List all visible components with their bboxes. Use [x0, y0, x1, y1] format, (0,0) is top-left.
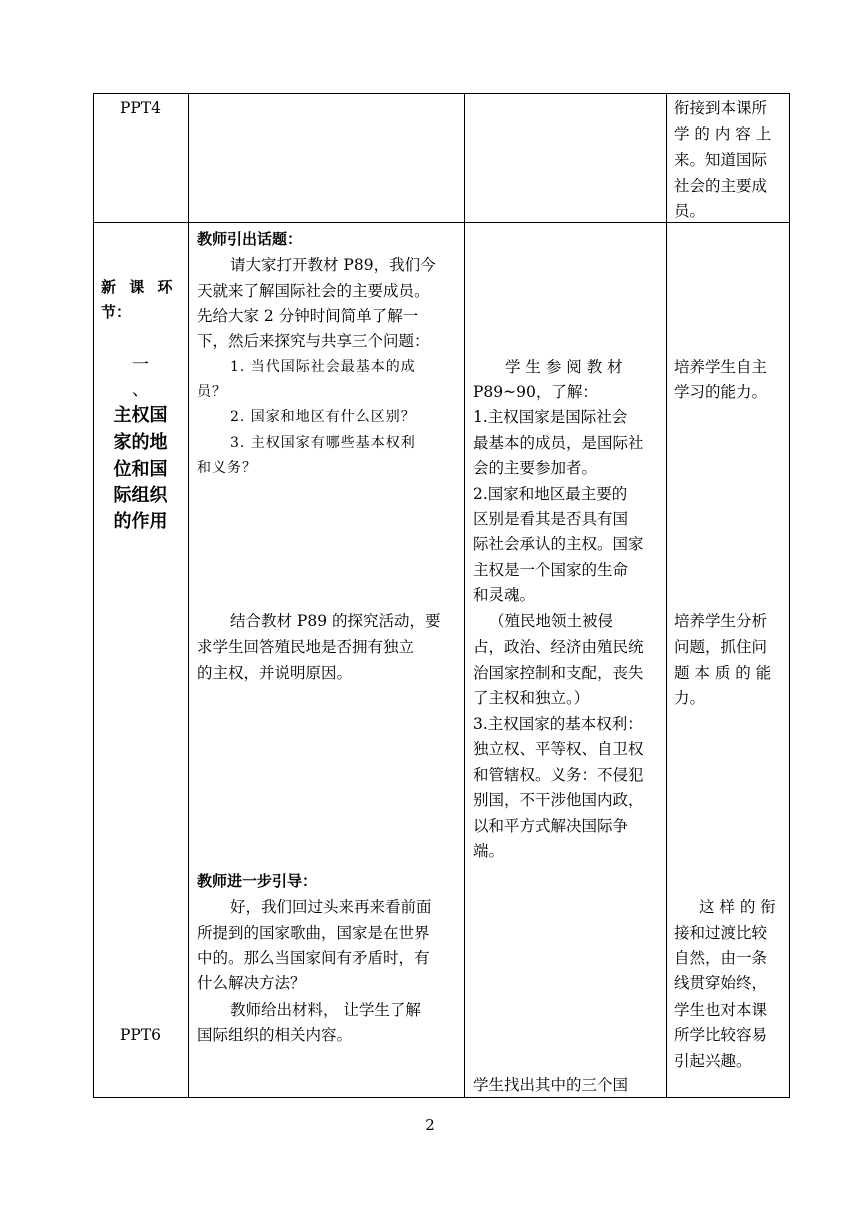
table-border-right	[789, 93, 790, 1098]
table-border-top	[93, 93, 790, 94]
page-number: 2	[425, 1116, 435, 1134]
table-border-bottom	[93, 1097, 790, 1098]
row1-ppt-label: PPT4	[119, 99, 162, 117]
lesson-plan-table: PPT4 衔接到本课所 学 的 内 容 上 来。知道国际 社会的主要成 员。 新 课 环 节： 一 、 主权国 家的地 位和国 际组织 的作用 PPT6 教师引出话题： 请大家打开教材 P89，我们今 天就来了解国际社会的主要成员。 先给大家 2 分钟时间简单了解一 下，然后来探究与共享三个问题： 1. 当代国际社会最基本的成 员？ 2. 国家和地区有什么区别？ 3. 主权国家有哪些基本权利 和义务？ 结合教材 P89 的探究活动，要 求学生回答殖民地是否拥有独立 的主权，并说明原因。 教师进一步引导： 好，我们回过头来再来看前面 所提到的国家歌曲，国家是在世界 中的。那么当国家间有矛盾时，有 什么解决方法？ 教师给出材料， 让学生了解 国际组织的相关内容。 学 生 参 阅 教 材 P89~90，了解： 1.主权国家是国际社会 最基本的成员，是国际社 会的主要参加者。 2.国家和地区最主要的 区别是看其是否具有国 际社会承认的主权。国家 主权是一个国家的生命 和灵魂。 （殖民地领土被侵 占，政治、经济由殖民统 治国家控制和支配，丧失 了主权和独立。） 3.主权国家的基本权利： 独立权、平等权、自卫权 和管辖权。义务：不侵犯 别国，不干涉他国内政， 以和平方式解决国际争 端。 学生找出其中的三个国 培养学生自主 学习的能力。 培养学生分析 问题，抓住问 题 本 质 的 能 力。 这 样 的 衔 接和过渡比较 自然，由一条 线贯穿始终， 学生也对本课 所学比较容易 引起兴趣。	[93, 93, 790, 1098]
table-border-left	[93, 93, 94, 1098]
teacher-guide-heading: 教师进一步引导：	[197, 872, 318, 890]
teacher-intro-heading: 教师引出话题：	[197, 230, 303, 248]
column-divider-3	[666, 93, 667, 1098]
column-divider-1	[188, 93, 189, 1098]
student-activity-continued: 学生找出其中的三个国	[473, 1076, 629, 1094]
column-divider-2	[464, 93, 465, 1098]
ppt6-label: PPT6	[119, 1026, 162, 1044]
